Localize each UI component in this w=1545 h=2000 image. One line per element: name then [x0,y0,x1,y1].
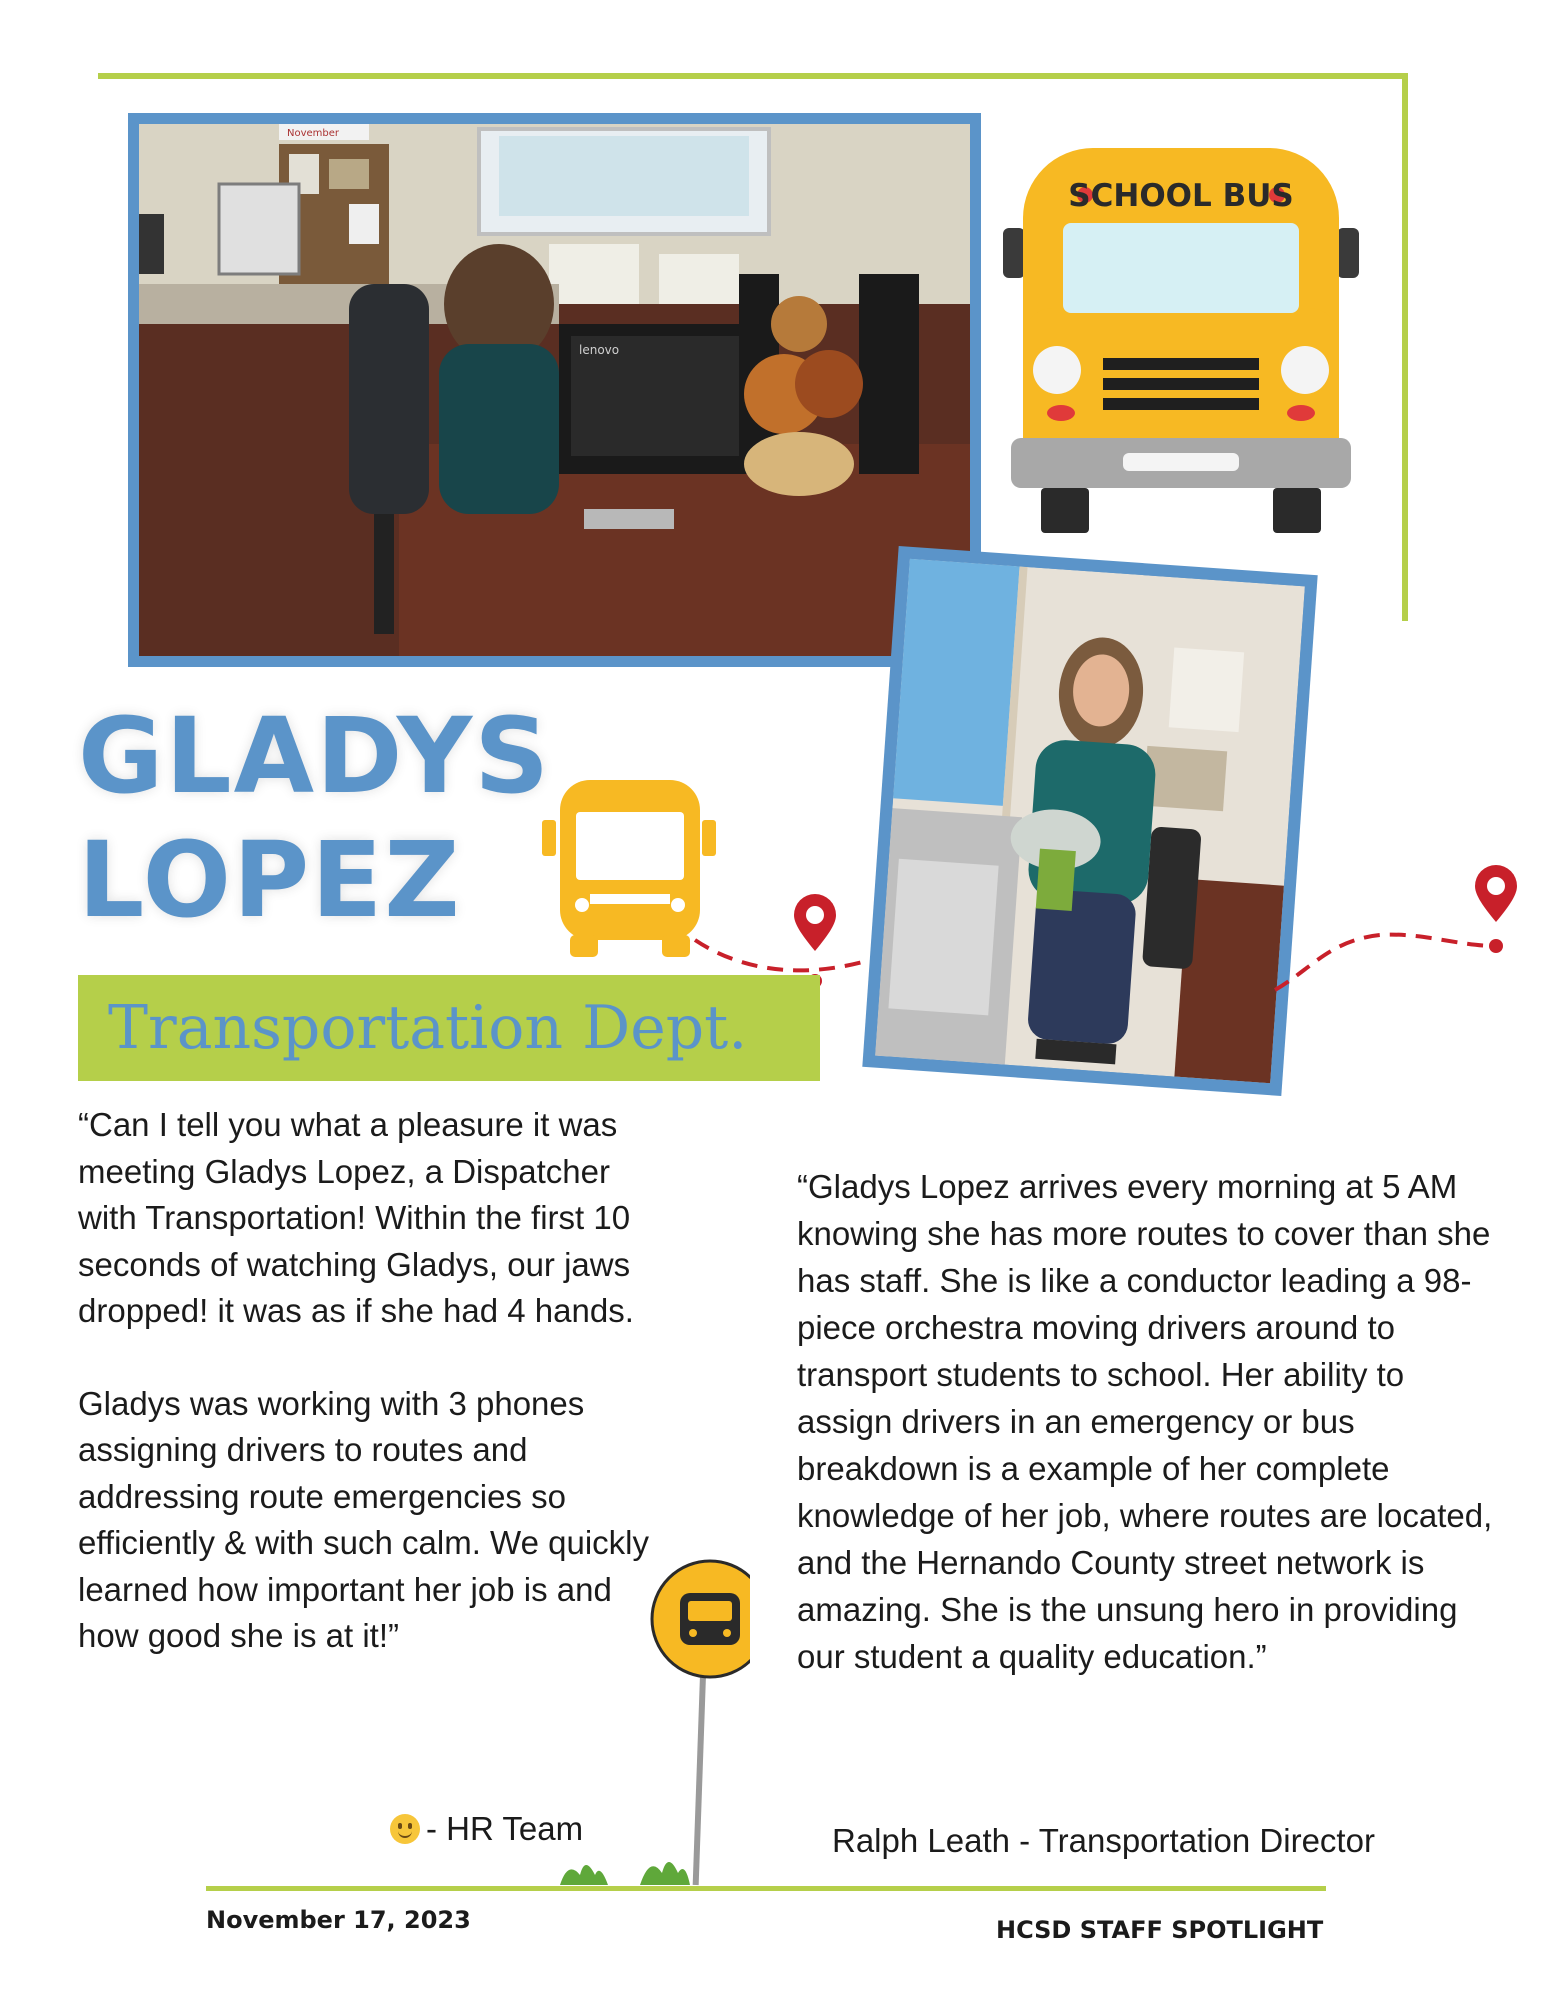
bus-stop-sign [540,1555,750,1895]
footer-date: November 17, 2023 [206,1906,471,1934]
footer-title: HCSD STAFF SPOTLIGHT [996,1916,1324,1944]
school-bus-sign: SCHOOL BUS [1068,178,1294,214]
quote-left-para1: “Can I tell you what a pleasure it was meeting Gladys Lopez, a Dispatcher with Transportation! Within the first 10 seconds of watching Gladys, our jaws dropped! it was as if she had 4 hands. [78,1106,634,1329]
school-bus-illustration [1003,148,1363,538]
quote-left-para2: Gladys was working with 3 phones assigning drivers to routes and addressing route emergencies so efficiently & with such calm. We quickly learned how important her job is and how good she is at it!” [78,1384,649,1654]
monitor-brand-label: lenovo [579,343,620,357]
footer-divider [206,1886,1326,1891]
portrait-photo [862,546,1317,1096]
person-name [78,694,551,942]
office-photo [128,113,981,667]
calendar-label: November [287,128,340,139]
quote-left-signature: - HR Team [426,1810,584,1847]
smiley-icon [390,1814,420,1844]
department-label: Transportation Dept. [108,993,748,1063]
portrait-photo-image [875,559,1305,1083]
person-last-name: LOPEZ [78,819,462,941]
person-first-name: GLADYS [78,695,552,817]
map-pin-icon-2 [1473,864,1519,964]
office-photo-image [139,124,970,656]
quote-right-signature: Ralph Leath - Transportation Director [832,1822,1375,1859]
quote-right: “Gladys Lopez arrives every morning at 5 AM knowing she has more routes to cover than she has staff. She is like a conductor leading a 98-piece orchestra moving drivers around to transport students to school. Her ability to assign drivers in an emergency or bus breakdown is a example of her complete knowledge of her job, where routes are located, and the Hernando County street network is amazing. She is the unsung hero in providing our student a quality education.” [797,1168,1493,1675]
frame-line-right [1402,73,1408,621]
frame-line-top [98,73,1408,79]
